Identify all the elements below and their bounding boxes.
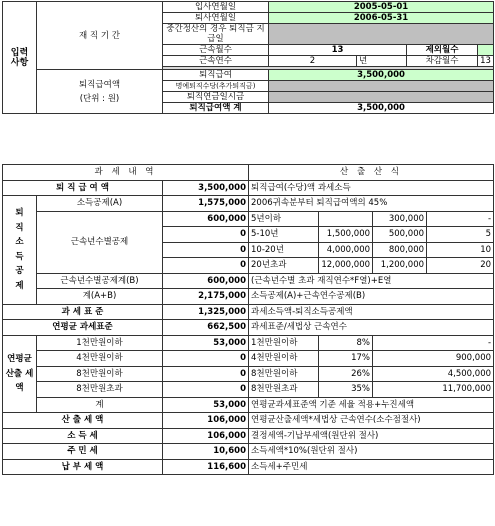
bracket-label: 1천만원이하 [37,335,163,351]
leave-date-field[interactable]: 2006-05-31 [269,13,494,24]
income-tax-value: 106,000 [163,428,249,444]
tax-base-value: 1,325,000 [163,304,249,320]
tenure-label: 재 직 기 간 [37,2,163,70]
deduction-section-label: 퇴직소득공제 [3,196,37,305]
year-row-value: 0 [163,242,249,258]
bracket-value: 53,000 [163,335,249,351]
bracket-deduct: - [373,335,494,351]
years-label: 근속연수 [163,56,269,67]
bracket-label: 8천만원이하 [37,366,163,382]
bracket-range: 1천만원이하 [249,335,319,351]
bracket-value: 0 [163,351,249,367]
annual-base-formula: 과세표준/세법상 근속연수 [249,320,494,336]
pay-row-label: 퇴 직 급 여 액 [3,180,163,196]
join-date-field[interactable]: 2005-05-01 [269,2,494,13]
years-value: 2 [269,56,357,67]
year-row-c1: 4,000,000 [319,242,373,258]
year-row-c3: 5 [427,227,494,243]
pay-row-formula: 퇴직급여(수당)액 과세소득 [249,180,494,196]
bracket-deduct: 4,500,000 [373,366,494,382]
bracket-deduct: 11,700,000 [373,382,494,398]
diff-months-value: 13 [478,56,494,67]
months-value: 13 [269,45,407,56]
bracket-total-value: 53,000 [163,397,249,413]
pay-unit: (단위 : 원) [79,93,120,104]
sum-formula: 소득공제(A)+근속연수공제(B) [249,289,494,305]
pay-label: 퇴직급여액 [78,79,121,90]
input-section-label: 입력사항 [3,2,37,114]
tax-base-formula: 과세소득액-퇴직소득공제액 [249,304,494,320]
year-row-c3: - [427,211,494,227]
pension-label: 퇴직연금일시금 [163,92,269,103]
year-row-c2: 800,000 [373,242,427,258]
sum-value: 2,175,000 [163,289,249,305]
year-row-c2: 1,200,000 [373,258,427,274]
bracket-range: 8천만원초과 [249,382,319,398]
year-total-formula: (근속년수별 초과 재직연수*F열)+E열 [249,273,494,289]
excluded-months-label: 제외월수 [407,45,478,56]
year-total-label: 근속년수별공제계(B) [37,273,163,289]
resident-tax-label: 주 민 세 [3,444,163,460]
bracket-rate: 35% [319,382,373,398]
input-table [2,1,494,114]
months-label: 근속월수 [163,45,269,56]
total-label: 퇴직급여액 계 [163,103,269,114]
payment-value: 116,600 [163,459,249,475]
sum-label: 계(A+B) [37,289,163,305]
total-value: 3,500,000 [269,103,494,114]
bracket-total-formula: 연평균과세표준액 기준 세율 적용+누진세액 [249,397,494,413]
year-row-c3: 10 [427,242,494,258]
bracket-range: 8천만원이하 [249,366,319,382]
year-row-range: 10-20년 [249,242,319,258]
payment-formula: 소득세+주민세 [249,459,494,475]
midterm-date-field[interactable] [269,24,494,45]
severance-label: 퇴직급여 [163,70,269,81]
join-date-label: 입사연월일 [163,2,269,13]
header-item: 과 세 내 역 [3,165,249,181]
year-row-range: 5-10년 [249,227,319,243]
bracket-total-label: 계 [37,397,163,413]
years-unit: 년 [357,56,407,67]
header-formula: 산 출 산 식 [249,165,494,181]
year-row-c3: 20 [427,258,494,274]
midterm-label: 중간정산의 경우 퇴직금 지급일 [163,24,269,45]
excluded-months-field[interactable] [478,45,494,56]
bracket-label: 4천만원이하 [37,351,163,367]
bracket-rate: 8% [319,335,373,351]
bracket-value: 0 [163,366,249,382]
year-row-range: 5년이하 [249,211,319,227]
year-row-value: 0 [163,227,249,243]
honorary-label: 명예퇴직수당(추가퇴직금) [163,81,269,92]
annual-base-value: 662,500 [163,320,249,336]
computed-tax-formula: 연평균산출세액*세법상 근속연수(소수점절사) [249,413,494,429]
resident-tax-value: 10,600 [163,444,249,460]
bracket-range: 4천만원이하 [249,351,319,367]
year-row-c1: 12,000,000 [319,258,373,274]
calc-table [2,164,494,475]
pay-row-value: 3,500,000 [163,180,249,196]
annual-tax-section-label: 연평균 산출 세액 [3,335,37,413]
income-tax-label: 소 득 세 [3,428,163,444]
computed-tax-label: 산 출 세 액 [3,413,163,429]
year-row-c2: 500,000 [373,227,427,243]
pension-field[interactable] [269,92,494,103]
income-deduction-label: 소득공제(A) [37,196,163,212]
year-row-c2: 300,000 [373,211,427,227]
leave-date-label: 퇴사연월일 [163,13,269,24]
bracket-rate: 26% [319,366,373,382]
income-tax-formula: 결정세액-기납부세액(원단위 절사) [249,428,494,444]
bracket-value: 0 [163,382,249,398]
bracket-rate: 17% [319,351,373,367]
computed-tax-value: 106,000 [163,413,249,429]
year-deduction-label: 근속년수별공제 [37,211,163,273]
payment-label: 납 부 세 액 [3,459,163,475]
income-deduction-value: 1,575,000 [163,196,249,212]
pay-label-cell [37,70,163,114]
bracket-label: 8천만원초과 [37,382,163,398]
year-row-range: 20년초과 [249,258,319,274]
tax-base-label: 과 세 표 준 [3,304,163,320]
income-deduction-formula: 2006귀속분부터 퇴직급여액의 45% [249,196,494,212]
severance-field[interactable]: 3,500,000 [269,70,494,81]
year-row-value: 600,000 [163,211,249,227]
year-row-c1: 1,500,000 [319,227,373,243]
bracket-deduct: 900,000 [373,351,494,367]
resident-tax-formula: 소득세액*10%(원단위 절사) [249,444,494,460]
year-row-value: 0 [163,258,249,274]
year-total-value: 600,000 [163,273,249,289]
diff-months-label: 차감월수 [407,56,478,67]
annual-base-label: 연평균 과세표준 [3,320,163,336]
year-row-c1 [319,211,373,227]
honorary-field[interactable] [269,81,494,92]
